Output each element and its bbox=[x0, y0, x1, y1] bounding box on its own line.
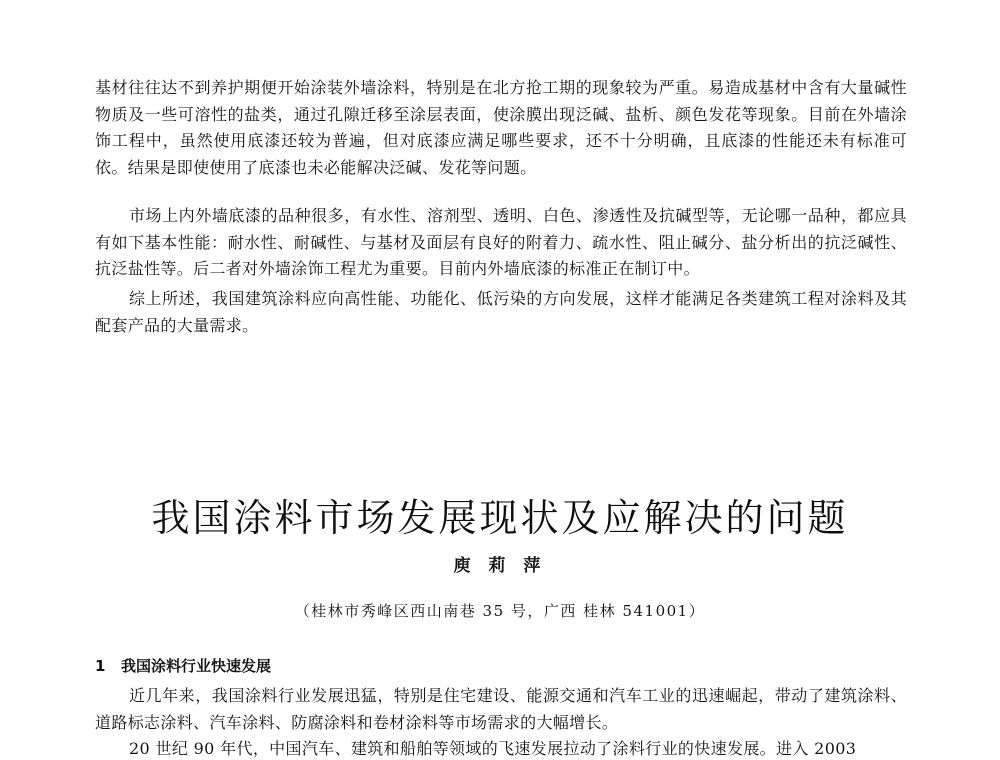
section-paragraph: 20 世纪 90 年代，中国汽车、建筑和船舶等领域的飞速发展拉动了涂料行业的快速发展。进入 2003 bbox=[129, 739, 857, 758]
article-title: 我国涂料市场发展现状及应解决的问题 bbox=[151, 496, 849, 540]
section-heading bbox=[95, 654, 271, 678]
body-paragraph-primers: 市场上内外墙底漆的品种很多，有水性、溶剂型、透明、白色、渗透性及抗碱型等，无论哪一品种，都应具有如下基本性能：耐水性、耐碱性、与基材及面层有良好的附着力、疏水性、阻止碱分、盐分析出的抗泛碱性、抗泛盐性等。后二者对外墙涂饰工程尤为重要。目前内外墙底漆的标准正在制订中。 bbox=[95, 206, 907, 278]
article-author: 庾 莉 萍 bbox=[453, 556, 547, 576]
body-paragraph-conclusion: 综上所述，我国建筑涂料应向高性能、功能化、低污染的方向发展，这样才能满足各类建筑工程对涂料及其配套产品的大量需求。 bbox=[95, 289, 907, 335]
author-affiliation: （桂林市秀峰区西山南巷 35 号，广西 桂林 541001） bbox=[294, 602, 706, 620]
body-paragraph-continued: 基材往往达不到养护期便开始涂装外墙涂料，特别是在北方抢工期的现象较为严重。易造成基材中含有大量碱性物质及一些可溶性的盐类，通过孔隙迁移至涂层表面，使涂膜出现泛碱、盐析、颜色发花等现象。目前在外墙涂饰工程中，虽然使用底漆还较为普遍，但对底漆应满足哪些要求，还不十分明确，且底漆的性能还未有标准可依。结果是即使使用了底漆也未必能解决泛碱、发花等问题。 bbox=[95, 78, 907, 177]
section-title: 我国涂料行业快速发展 bbox=[121, 657, 272, 675]
section-paragraph: 近几年来，我国涂料行业发展迅猛，特别是住宅建设、能源交通和汽车工业的迅速崛起，带动了建筑涂料、道路标志涂料、汽车涂料、防腐涂料和卷材涂料等市场需求的大幅增长。 bbox=[95, 686, 907, 732]
section-number: 1 bbox=[95, 657, 106, 675]
